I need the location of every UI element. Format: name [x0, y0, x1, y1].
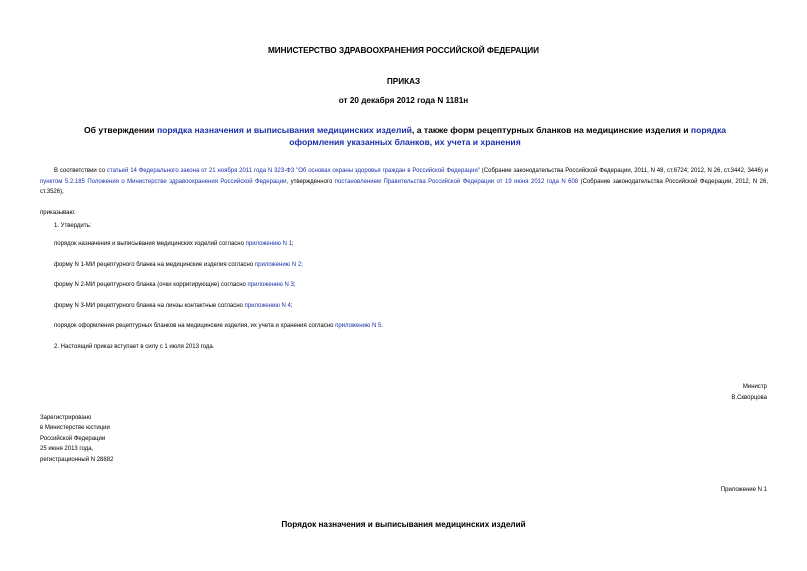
preamble-text: В соответствии со: [54, 168, 107, 174]
registration-line: Зарегистрировано: [40, 415, 92, 421]
approval-item: [54, 303, 293, 309]
approval-end: ;: [293, 282, 296, 288]
ministry-heading: МИНИСТЕРСТВО ЗДРАВООХРАНЕНИЯ РОССИЙСКОЙ ФЕДЕРАЦИИ: [267, 46, 540, 55]
appendix-4-link[interactable]: приложению N 4: [244, 303, 291, 309]
signer-name: В.Скворцова: [731, 395, 767, 401]
registration-line: в Министерстве юстиции: [40, 425, 110, 432]
item-2: 2. Настоящий приказ вступает в силу с 1 июля 2013 года.: [54, 344, 215, 350]
appendix-2-link[interactable]: приложению N 2: [254, 262, 302, 268]
appendix-title: Порядок назначения и выписывания медицинских изделий: [281, 520, 526, 529]
preamble-text: , утвержденного: [286, 178, 335, 185]
appendix-5-link[interactable]: приложению N 5: [335, 323, 382, 329]
subject-text: , а также форм рецептурных бланков на медицинские изделия и: [411, 125, 691, 135]
order-heading: ПРИКАЗ: [386, 77, 421, 86]
registration-line: регистрационный N 28882: [40, 456, 114, 463]
approval-item: [54, 282, 296, 288]
subject-link-forms-procedure[interactable]: порядка оформления указанных бланков, их учета и хранения: [289, 125, 727, 147]
registration-line: 25 июня 2013 года,: [40, 446, 94, 453]
approval-text: форму N 2-МИ рецептурного бланка (очки корригирующие) согласно: [54, 282, 248, 288]
preamble-text: (Собрание законодательства Российской Федерации, 2012, N 26, ст.3526),: [40, 178, 769, 195]
approval-item: [54, 262, 303, 268]
registration-line: Российской Федерации: [40, 435, 106, 442]
signer-position: Министр: [742, 384, 767, 390]
regulation-clause-link[interactable]: пунктом 5.2.185 Положения о Министерстве здравоохранения Российской Федерации: [40, 178, 287, 185]
government-resolution-link[interactable]: постановлением Правительства Российской Федерации от 19 июня 2012 года N 608: [334, 178, 579, 185]
approval-text: порядок оформления рецептурных бланков на медицинские изделия, их учета и хранения согласно: [54, 323, 336, 329]
appendix-1-link[interactable]: приложению N 1: [245, 241, 292, 247]
order-date-number: от 20 декабря 2012 года N 1181н: [338, 96, 469, 105]
approval-text: порядок назначения и выписывания медицинских изделий согласно: [54, 241, 246, 247]
subject-link-procedure[interactable]: порядка назначения и выписывания медицинских изделий: [156, 125, 412, 135]
approval-end: ;: [290, 303, 293, 309]
order-subject: [60, 125, 750, 148]
appendix-3-link[interactable]: приложению N 3: [247, 282, 294, 288]
preamble-text: (Собрание законодательства Российской Федерации, 2011, N 48, ст.6724; 2012, N 26, ст.3442, 3446) и: [479, 168, 769, 174]
approval-text: форму N 1-МИ рецептурного бланка на медицинские изделия согласно: [54, 262, 255, 268]
approval-item: [54, 241, 294, 247]
approval-item: [54, 323, 383, 329]
approval-end: ;: [291, 241, 294, 247]
order-word: приказываю:: [40, 210, 76, 216]
subject-text: Об утверждении: [83, 125, 157, 135]
item-1-heading: 1. Утвердить:: [54, 223, 92, 229]
appendix-label: Приложение N 1: [720, 487, 767, 493]
registration-block: [40, 413, 113, 465]
approval-text: форму N 3-МИ рецептурного бланка на линзы контактные согласно: [54, 303, 245, 309]
law-article-link[interactable]: статьей 14 Федерального закона от 21 ноября 2011 года N 323-ФЗ "Об основах охраны здоровья граждан в Российской Федерации": [106, 168, 480, 174]
preamble-paragraph: [40, 166, 768, 198]
approval-end: .: [381, 323, 384, 329]
approval-end: ;: [301, 262, 303, 268]
